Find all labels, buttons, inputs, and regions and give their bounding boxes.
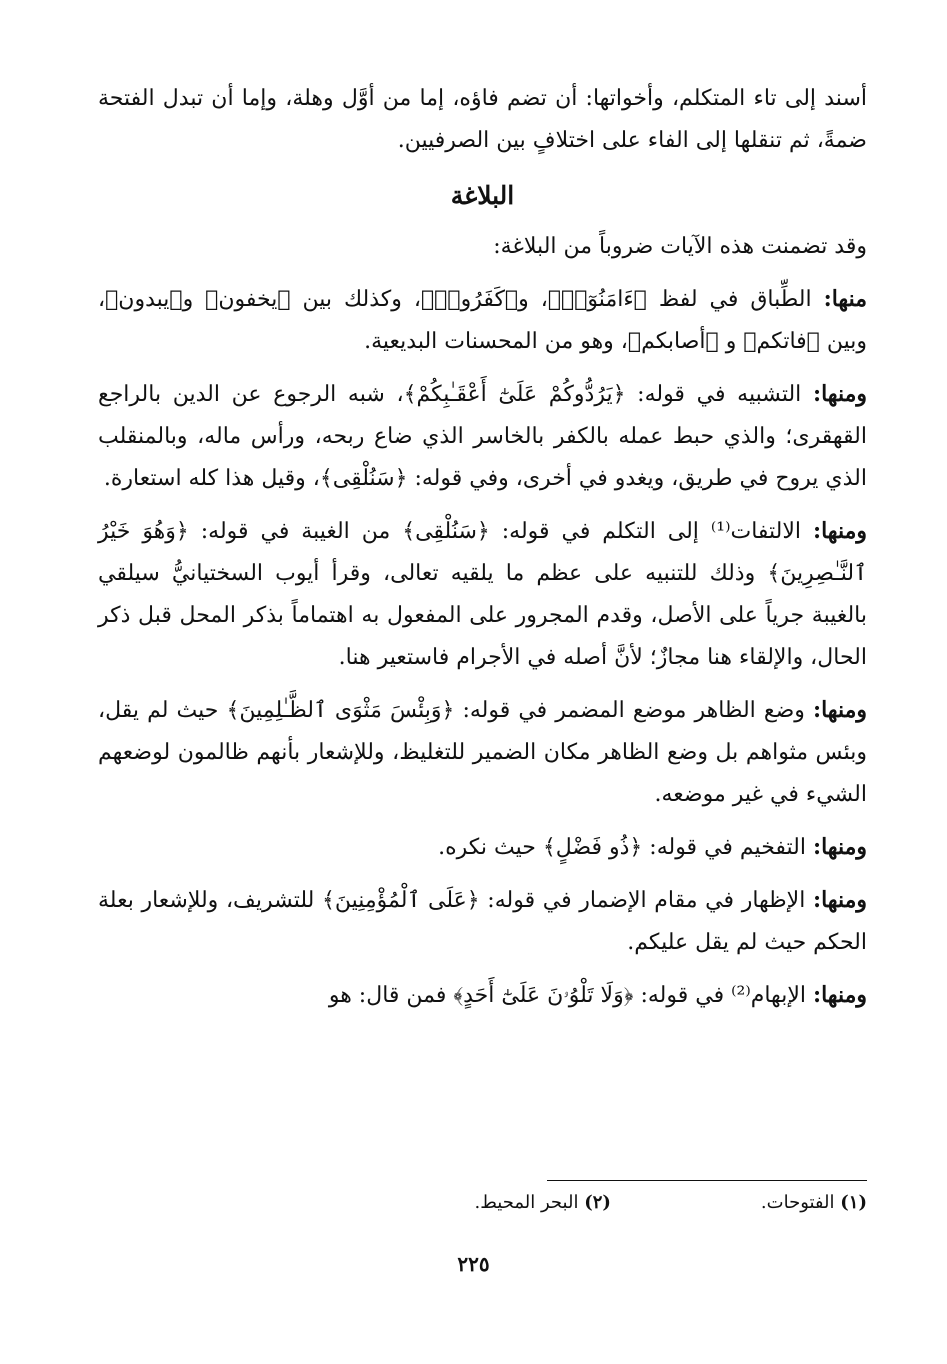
footnote-1 [761, 1192, 867, 1213]
footnote-text: البحر المحيط. [474, 1192, 579, 1213]
footnote-2 [475, 1192, 611, 1213]
paragraph-continuation: أسند إلى تاء المتكلم، وأخواتها: أن تضم فاؤه، إما من أوَّل وهلة، وإما أن تبدل الفتحة ضمةً، ثم تنقلها إلى الفاء على اختلافٍ بين الصرفيين. [98, 86, 867, 153]
item-text: التفخيم في قوله: ﴿ذُو فَضْلٍ﴾ حيث نكره. [438, 835, 813, 860]
footnote-divider [547, 1180, 867, 1181]
item-paragraph [98, 826, 867, 869]
item-paragraph [98, 373, 867, 500]
item-paragraph [98, 974, 867, 1017]
item-text: الإظهار في مقام الإضمار في قوله: ﴿عَلَى ٱلْمُؤْمِنِينَ﴾ للتشريف، وللإشعار بعلة الحكم حيث لم يقل عليكم. [98, 888, 867, 955]
footnote-number: (٢) [584, 1192, 611, 1213]
footnote-number: (١) [840, 1192, 867, 1213]
item-paragraph [98, 879, 867, 964]
item-text: الإبهام⁽²⁾ في قوله: ﴿وَلَا تَلْوُۥنَ عَلَىٰٓ أَحَدٍ﴾ فمن قال: هو [328, 983, 813, 1008]
item-text: التشبيه في قوله: ﴿يَرُدُّوكُمْ عَلَىٰٓ أَعْقَـٰبِكُمْ﴾، شبه الرجوع عن الدين بالراجع القهقرى؛ والذي حبط عمله بالكفر بالخاسر الذي ضاع ربحه، ورأس ماله، وبالمنقلب الذي يروح في طريق، ويغدو في أخرى، وفي قوله: ﴿سَنُلْقِى﴾، وقيل هذا كله استعارة. [98, 382, 867, 491]
footnote-text: الفتوحات. [760, 1192, 835, 1213]
item-text: الطِّباق في لفظ ﴿ءَامَنُوٓا۟﴾، و﴿كَفَرُوا۟﴾، وكذلك بين ﴿يخفون﴾ و﴿يبدون﴾، وبين ﴿فاتكم﴾ و ﴿أصابكم﴾، وهو من المحسنات البديعية. [98, 287, 867, 354]
item-lead: منها: [823, 286, 867, 312]
intro-paragraph: وقد تضمنت هذه الآيات ضروباً من البلاغة: [493, 234, 867, 259]
item-lead: ومنها: [812, 834, 867, 860]
item-lead: ومنها: [812, 381, 867, 407]
page-number: ٢٢٥ [457, 1252, 490, 1276]
item-paragraph [98, 278, 867, 363]
item-lead: ومنها: [812, 697, 867, 723]
item-text: وضع الظاهر موضع المضمر في قوله: ﴿وَبِئْسَ مَثْوَى ٱلظَّـٰلِمِينَ﴾ حيث لم يقل، وبئس مثواهم بل وضع الظاهر مكان الضمير للتغليظ، وللإشعار بأنهم ظالمون لوضعهم الشيء في غير موضعه. [98, 698, 867, 807]
section-heading: البلاغة [450, 181, 515, 210]
item-paragraph [98, 689, 867, 816]
item-paragraph [98, 510, 867, 679]
item-lead: ومنها: [812, 982, 867, 1008]
footnotes [98, 1192, 867, 1213]
item-lead: ومنها: [812, 887, 867, 913]
item-lead: ومنها: [812, 518, 867, 544]
item-text: الالتفات⁽¹⁾ إلى التكلم في قوله: ﴿سَنُلْقِى﴾ من الغيبة في قوله: ﴿وَهُوَ خَيْرُ ٱلنَّـٰصِرِينَ﴾ وذلك للتنبيه على عظم ما يلقيه تعالى، وقرأ أيوب السختيانيُّ سيلقي بالغيبة جرياً على الأصل، وقدم المجرور على المفعول به اهتماماً بذكر المحل قبل ذكر الحال، والإلقاء هنا مجازٌ؛ لأنَّ أصله في الأجرام فاستعير هنا. [98, 519, 867, 670]
